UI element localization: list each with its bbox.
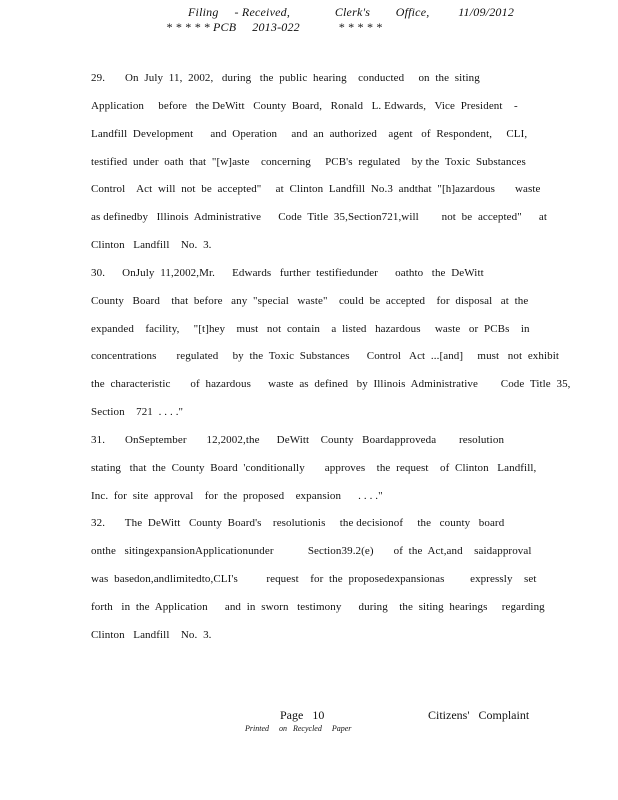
paragraph-31-line-3: Inc. for site approval for the proposed expansion . . . ." [91,490,383,502]
paragraph-30-line-4: concentrations regulated by the Toxic Substances Control Act ...[and] must not exhibit [91,350,560,362]
paragraph-30-line-1: 30. OnJuly 11,2002,Mr. Edwards further testifiedunder oathto the DeWitt [91,267,484,279]
recycled-paper-notice: Printed on Recycled Paper [245,724,352,733]
paragraph-30-line-2: County Board that before any "special waste" could be accepted for disposal at the [91,295,529,307]
paragraph-29-line-6: as definedby Illinois Administrative Code Title 35,Section721,will not be accepted" at [91,211,548,223]
paragraph-30-line-6: Section 721 . . . ." [91,406,184,418]
paragraph-31-line-1: 31. OnSeptember 12,2002,the DeWitt County Boardapproveda resolution [91,434,505,446]
paragraph-32-line-4: forth in the Application and in sworn testimony during the siting hearings regarding [91,601,545,613]
paragraph-29-line-3: Landfill Development and Operation and an authorized agent of Respondent, CLI, [91,128,528,140]
document-title-footer: Citizens' Complaint [428,708,530,722]
paragraph-29-line-1: 29. On July 11, 2002, during the public hearing conducted on the siting [91,72,480,84]
paragraph-32-line-1: 32. The DeWitt County Board's resolutionis the decisionof the county board [91,517,505,529]
pcb-header-line: * * * * * PCB 2013-022 * * * * * [166,20,383,34]
paragraph-31-line-2: stating that the County Board 'conditionally approves the request of Clinton Landfill, [91,462,537,474]
paragraph-30-line-5: the characteristic of hazardous waste as defined by Illinois Administrative Code Title 35, [91,378,571,390]
paragraph-29-line-2: Application before the DeWitt County Board, Ronald L. Edwards, Vice President - [91,100,518,112]
paragraph-32-line-2: onthe sitingexpansionApplicationunder Section39.2(e) of the Act,and saidapproval [91,545,532,557]
page-number: Page 10 [280,708,325,722]
paragraph-32-line-5: Clinton Landfill No. 3. [91,629,212,641]
paragraph-29-line-7: Clinton Landfill No. 3. [91,239,212,251]
paragraph-29-line-5: Control Act will not be accepted" at Clinton Landfill No.3 andthat "[h]azardous waste [91,183,541,195]
filing-header-line: Filing - Received, Clerk's Office, 11/09/2012 [188,5,515,19]
paragraph-29-line-4: testified under oath that "[w]aste concerning PCB's regulated by the Toxic Substances [91,156,526,168]
paragraph-32-line-3: was basedon,andlimitedto,CLI's request for the proposedexpansionas expressly set [91,573,537,585]
paragraph-30-line-3: expanded facility, "[t]hey must not contain a listed hazardous waste or PCBs in [91,323,530,335]
